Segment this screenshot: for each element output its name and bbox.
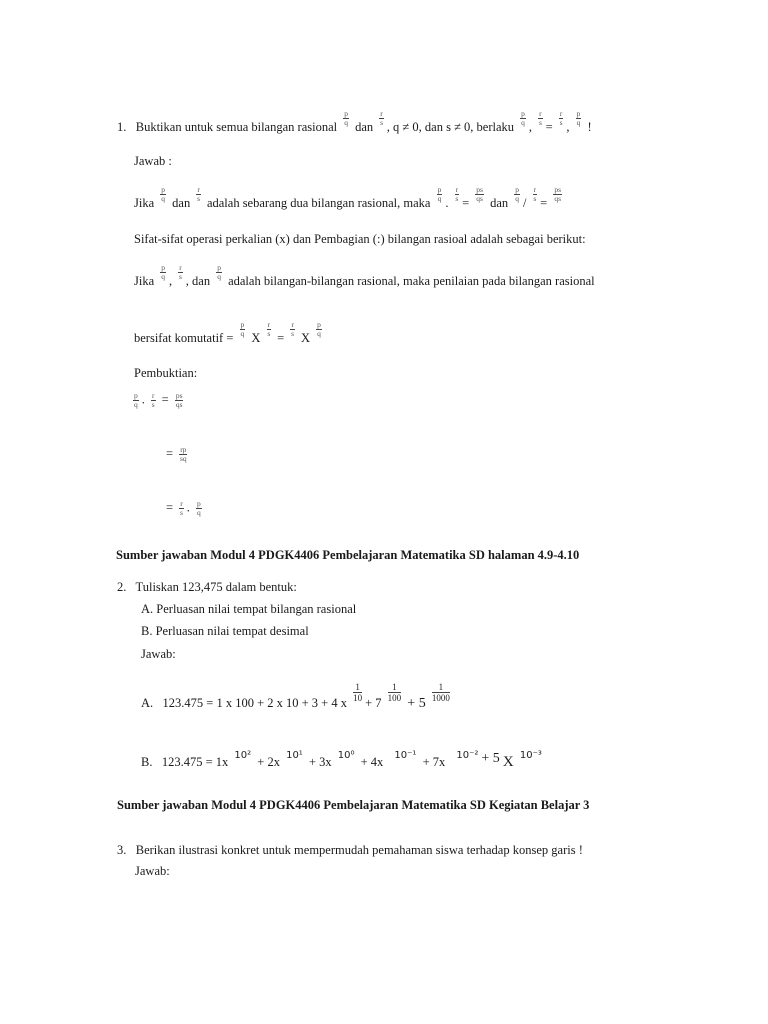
fraction-p-q: $\frac{p}{q}$ [515,185,520,203]
fraction-r-s: $\frac{r}{s}$ [151,391,155,409]
q1-prompt-line: 1. Buktikan untuk semua bilangan rasional $\frac{p}{q}$ dan $\frac{r}{s}$ , q ≠ 0, dan s ≠ 0, berlaku $\frac{p}{q}$ , $\frac{r}{s}$ = $\frac{r}{s}$ , $\frac{p}{q}$ ! [117,109,592,134]
q3-jawab: Jawab: [135,864,170,878]
fraction-1-100: $\frac{1}{100}$ [387,682,402,703]
power-10-minus-3: 10⁻³ [519,750,542,761]
power-10-1: 10¹ [286,750,303,761]
fraction-1-10: $\frac{1}{10}$ [353,682,363,703]
power-10-2: 10² [234,750,252,761]
fraction-ps-qs: $\frac{ps}{qs}$ [476,185,483,203]
q2-option-a: A. Perluasan nilai tempat bilangan rasional [141,602,357,616]
fraction-r-s: $\frac{r}{s}$ [559,109,563,127]
fraction-r-s: $\frac{r}{s}$ [197,185,201,203]
fraction-p-q: $\frac{p}{q}$ [576,109,581,127]
fraction-r-s: $\frac{r}{s}$ [455,185,459,203]
fraction-p-q: $\frac{p}{q}$ [344,109,348,127]
power-10-minus-2: 10⁻² [456,750,479,761]
q3-prompt-line: 3. Berikan ilustrasi konkret untuk mempermudah pemahaman siswa terhadap konsep garis ! [117,843,583,857]
fraction-r-s: $\frac{r}{s}$ [380,109,383,127]
fraction-r-s: $\frac{r}{s}$ [291,320,295,338]
fraction-r-s: $\frac{r}{s}$ [533,185,537,203]
fraction-p-q: $\frac{p}{q}$ [317,320,321,338]
q2-answer-b: B. 123.475 = 1x $^{10^2}$ + 2x $^{10^1}$ + 3x $^{10^0}$ + 4x $^{10^{-1}}$ + 7x $^{10^{-2}}$ + 5 X $^{10^{-3}}$ [141,750,542,770]
fraction-p-q: $\frac{p}{q}$ [196,499,201,517]
power-10-0: 10⁰ [337,750,355,761]
fraction-p-q: $\frac{p}{q}$ [240,320,245,338]
q1-jika-line-2: Jika $\frac{p}{q}$ , $\frac{r}{s}$ , dan $\frac{p}{q}$ adalah bilangan-bilangan rasional, maka penilaian pada bilangan rasional [134,263,595,288]
fraction-ps-qs: $\frac{ps}{qs}$ [554,185,561,203]
fraction-r-s: $\frac{r}{s}$ [179,499,183,517]
fraction-p-q: $\frac{p}{q}$ [217,263,221,281]
power-10-minus-1: 10⁻¹ [394,750,417,761]
q2-prompt-line: 2. Tuliskan 123,475 dalam bentuk: [117,580,297,594]
fraction-r-s: $\frac{r}{s}$ [179,263,182,281]
fraction-p-q: $\frac{p}{q}$ [134,391,138,409]
fraction-r-s: $\frac{r}{s}$ [267,320,271,338]
fraction-rp-sq: $\frac{rp}{sq}$ [179,445,187,463]
proof-step-3: = $\frac{r}{s}$ . $\frac{p}{q}$ [166,499,201,517]
source-note-2: Sumber jawaban Modul 4 PDGK4406 Pembelajaran Matematika SD Kegiatan Belajar 3 [117,798,590,812]
proof-step-1: $\frac{p}{q}$ . $\frac{r}{s}$ = $\frac{ps}{qs}$ [134,391,183,409]
proof-step-2: = $\frac{rp}{sq}$ [166,445,187,463]
q2-jawab: Jawab: [141,647,176,661]
fraction-p-q: $\frac{p}{q}$ [521,109,525,127]
fraction-p-q: $\frac{p}{q}$ [161,263,166,281]
q1-komutatif-line: bersifat komutatif = $\frac{p}{q}$ X $\frac{r}{s}$ = $\frac{r}{s}$ X $\frac{p}{q}$ [134,320,321,345]
q2-option-b: B. Perluasan nilai tempat desimal [141,624,309,638]
source-note-1: Sumber jawaban Modul 4 PDGK4406 Pembelajaran Matematika SD halaman 4.9-4.10 [116,548,580,562]
fraction-r-s: $\frac{r}{s}$ [538,109,542,127]
q1-pembuktian: Pembuktian: [134,366,198,380]
fraction-ps-qs: $\frac{ps}{qs}$ [175,391,183,409]
fraction-p-q: $\frac{p}{q}$ [437,185,442,203]
q1-jika-line: Jika $\frac{p}{q}$ dan $\frac{r}{s}$ adalah sebarang dua bilangan rasional, maka $\frac{p}{q}$ . $\frac{r}{s}$ = $\frac{ps}{qs}$ dan $\frac{p}{q}$ / $\frac{r}{s}$ = $\frac{ps}{qs}$ [134,185,561,210]
q2-answer-a: A. 123.475 = 1 x 100 + 2 x 10 + 3 + 4 x $\frac{1}{10}$ + 7 $\frac{1}{100}$ + 5 $\frac{1}{1000}$ [141,682,450,711]
q1-number: 1. [117,120,127,134]
q1-sifat-line: Sifat-sifat operasi perkalian (x) dan Pembagian (:) bilangan rasioal adalah sebagai berikut: [134,232,586,246]
fraction-p-q: $\frac{p}{q}$ [161,185,166,203]
q1-jawab: Jawab : [134,154,172,168]
fraction-1-1000: $\frac{1}{1000}$ [431,682,450,703]
